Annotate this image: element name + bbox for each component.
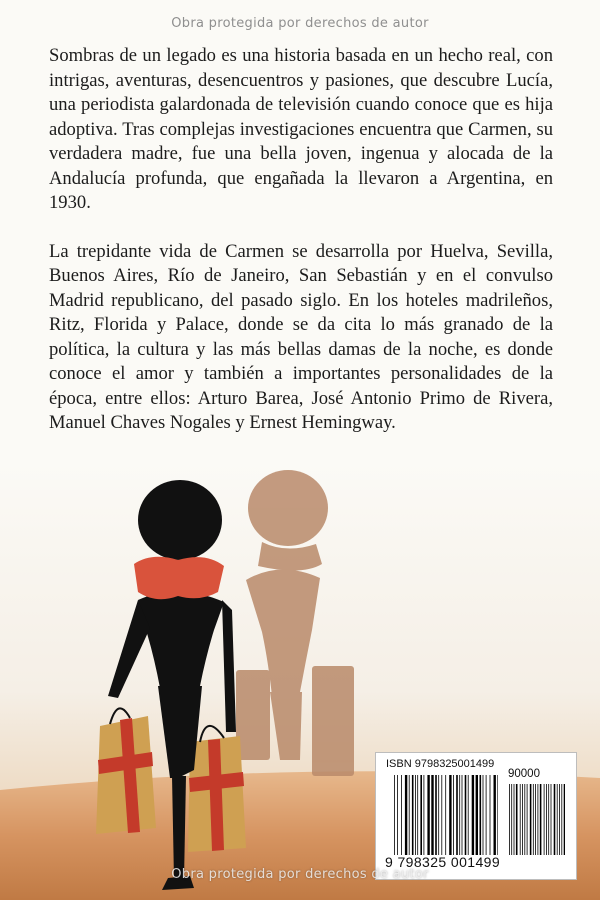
barcode-bar: [417, 775, 418, 855]
barcode-bar: [497, 775, 498, 855]
barcode-bar: [445, 775, 446, 855]
barcode-bar: [453, 775, 454, 855]
barcode-bar: [449, 775, 451, 855]
barcode-bar: [397, 775, 398, 855]
copyright-watermark-top: Obra protegida por derechos de autor: [171, 16, 429, 31]
barcode-bar: [459, 775, 460, 855]
barcode-bar: [538, 784, 539, 855]
barcode-bar: [401, 775, 402, 855]
barcode-bar: [514, 784, 515, 855]
barcode-bar: [424, 775, 425, 855]
barcode-bar: [412, 775, 414, 855]
barcode-bar: [557, 784, 558, 855]
barcode-bar: [420, 775, 422, 855]
isbn-label: ISBN 9798325001499: [386, 758, 495, 770]
barcode-bar: [551, 784, 552, 855]
barcode-bar: [520, 784, 521, 855]
barcode-bar: [476, 775, 478, 855]
barcode-bar: [468, 775, 469, 855]
barcode-bar: [405, 775, 407, 855]
barcode-bar: [435, 775, 437, 855]
barcode-bar: [540, 784, 542, 855]
barcode-bar: [465, 775, 467, 855]
barcode-bar: [548, 784, 549, 855]
red-scarf: [134, 557, 224, 599]
barcode-bar: [509, 784, 510, 855]
barcode-bar: [431, 775, 433, 855]
barcode-bar: [554, 784, 556, 855]
shopping-bag-right: [188, 726, 246, 852]
barcode-bar: [472, 775, 474, 855]
barcode-bar: [535, 784, 536, 855]
barcode-bar: [494, 775, 496, 855]
barcode-bar: [480, 775, 482, 855]
barcode-bar: [511, 784, 512, 855]
barcode-bar: [516, 784, 518, 855]
isbn-barcode-box: [375, 752, 577, 880]
barcode-bar: [561, 784, 562, 855]
barcode-addon-svg: [509, 784, 565, 855]
price-code: 90000: [508, 768, 540, 780]
barcode-bar: [483, 775, 484, 855]
barcode-bar: [409, 775, 410, 855]
shopping-bag-left: [96, 708, 156, 834]
barcode-bar: [415, 775, 416, 855]
synopsis-paragraph-1: Sombras de un legado es una historia basada en un hecho real, con intrigas, aventuras, desencuentros y pasiones, que descubre Lucía, una periodista galardonada de televisión cuando conoce que es hija adoptiva. Tras complejas investigaciones encuentra que Carmen, su verdadera madre, fue una bella joven, ingenua y alocada de la Andalucía profunda, que engañada la llevaron a Argentina, en 1930.: [49, 45, 553, 213]
barcode-bar: [546, 784, 547, 855]
barcode-bar: [533, 784, 534, 855]
synopsis-paragraph-2: La trepidante vida de Carmen se desarrolla por Huelva, Sevilla, Buenos Aires, Río de Janeiro, San Sebastián y en el convulso Madrid republicano, del pasado siglo. En los hoteles madrileños, Ritz, Florida y Palace, donde se da cita lo más granado de la política, la cultura y las más bellas damas de la noche, es donde conoce el amor y también a importantes personalidades de la época, entre ellos: Arturo Barea, José Antonio Primo de Rivera, Manuel Chaves Nogales y Ernest Hemingway.: [49, 240, 553, 433]
barcode-bar: [441, 775, 442, 855]
barcode-bar: [524, 784, 525, 855]
barcode-bar: [564, 784, 565, 855]
barcode-bar: [544, 784, 545, 855]
barcode-bar: [522, 784, 523, 855]
barcode-bar: [559, 784, 560, 855]
barcode-bar: [394, 775, 395, 855]
copyright-watermark-bottom: Obra protegida por derechos de autor: [171, 867, 429, 882]
barcode-bar: [427, 775, 429, 855]
barcode-bar: [438, 775, 439, 855]
barcode-bar: [530, 784, 532, 855]
barcode-bar: [462, 775, 463, 855]
barcode-bar: [486, 775, 487, 855]
barcode-main-bars: [394, 775, 498, 855]
barcode-bar: [456, 775, 458, 855]
barcode-bar: [490, 775, 491, 855]
barcode-digits: 9 798325 001499: [385, 854, 500, 870]
barcode-bars: [394, 775, 498, 855]
barcode-addon-bars: [509, 784, 565, 855]
barcode-bar: [527, 784, 528, 855]
